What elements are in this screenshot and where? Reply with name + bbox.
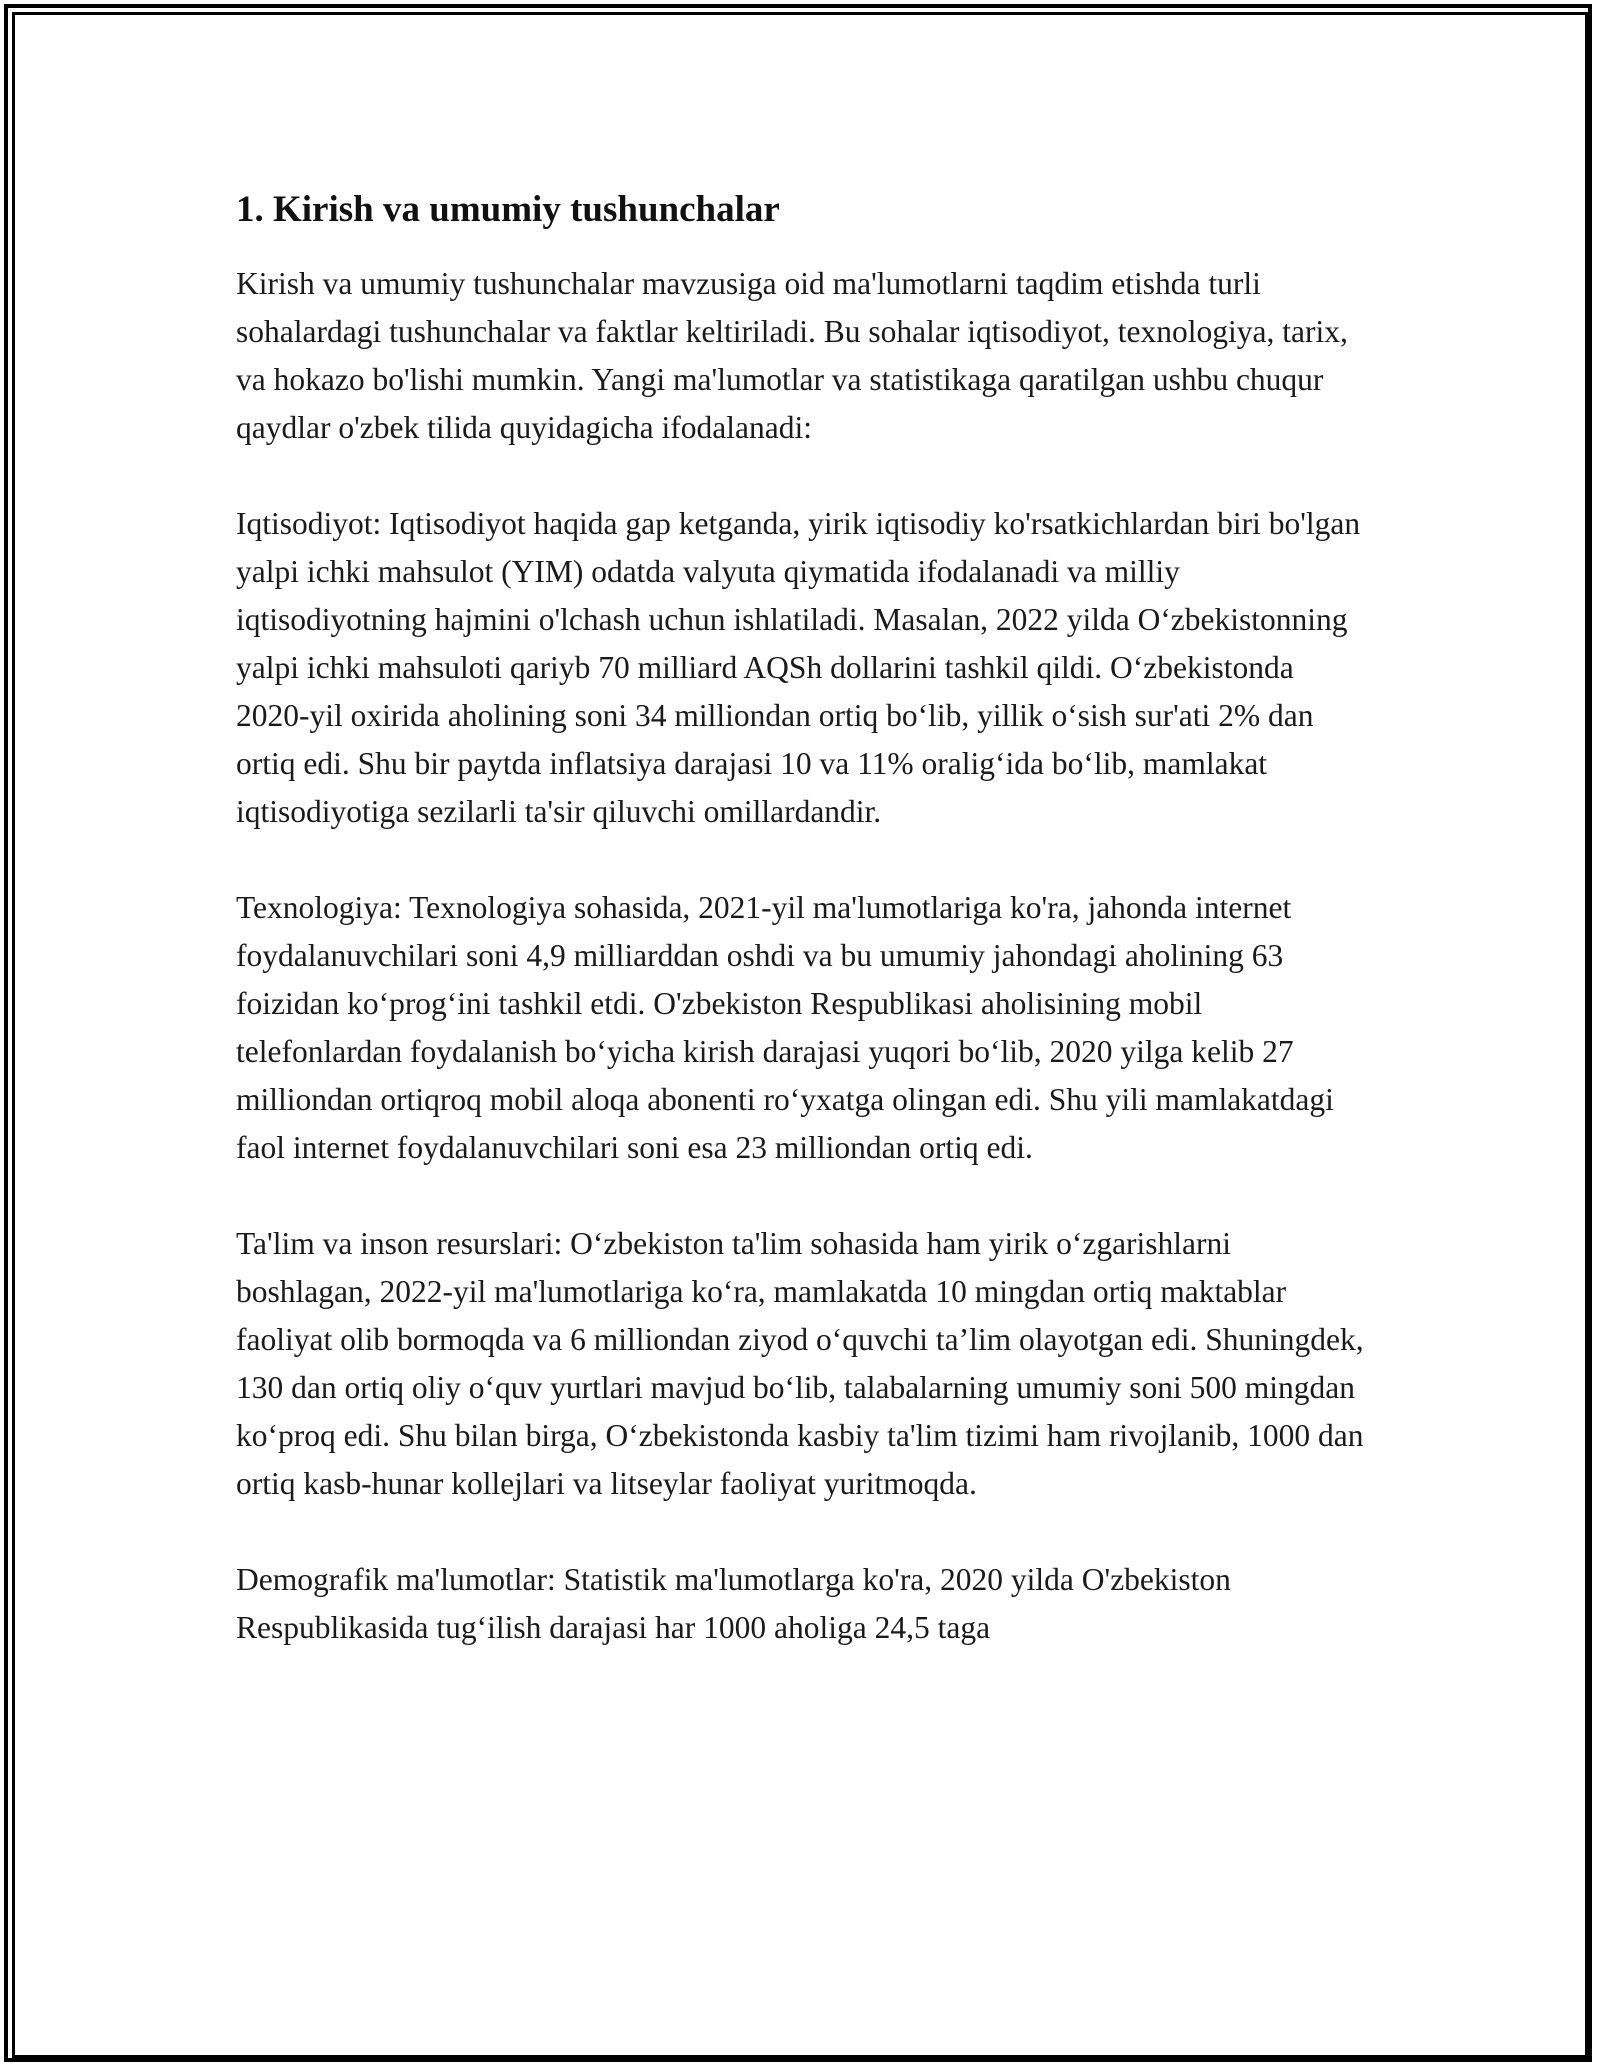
demographics-paragraph: Demografik ma'lumotlar: Statistik ma'lumotlarga ko'ra, 2020 yilda O'zbekiston Respublikasida tug‘ilish darajasi har 1000 aholiga 24,5 taga: [236, 1562, 1231, 1645]
technology-paragraph: Texnologiya: Texnologiya sohasida, 2021-yil ma'lumotlariga ko'ra, jahonda internet foydalanuvchilari soni 4,9 milliarddan oshdi va bu umumiy jahondagi aholining 63 foizidan ko‘prog‘ini tashkil etdi. O'zbekiston Respublikasi aholisining mobil telefonlardan foydalanish bo‘yicha kirish darajasi yuqori bo‘lib, 2020 yilga kelib 27 milliondan ortiqroq mobil aloqa abonenti ro‘yxatga olingan edi. Shu yili mamlakatdagi faol internet foydalanuvchilari soni esa 23 milliondan ortiq edi.: [236, 890, 1334, 1165]
education-paragraph: Ta'lim va inson resurslari: O‘zbekiston ta'lim sohasida ham yirik o‘zgarishlarni boshlagan, 2022-yil ma'lumotlariga ko‘ra, mamlakatda 10 mingdan ortiq maktablar faoliyat olib bormoqda va 6 milliondan ziyod o‘quvchi ta’lim olayotgan edi. Shuningdek, 130 dan ortiq oliy o‘quv yurtlari mavjud bo‘lib, talabalarning umumiy soni 500 mingdan ko‘proq edi. Shu bilan birga, O‘zbekistonda kasbiy ta'lim tizimi ham rivojlanib, 1000 dan ortiq kasb-hunar kollejlari va litseylar faoliyat yuritmoqda.: [236, 1226, 1364, 1501]
intro-paragraph: Kirish va umumiy tushunchalar mavzusiga oid ma'lumotlarni taqdim etishda turli sohalardagi tushunchalar va faktlar keltiriladi. Bu sohalar iqtisodiyot, texnologiya, tarix, va hokazo bo'lishi mumkin. Yangi ma'lumotlar va statistikaga qaratilgan ushbu chuqur qaydlar o'zbek tilida quyidagicha ifodalanadi:: [236, 266, 1348, 445]
document-body: [236, 186, 1366, 1700]
section-heading: 1. Kirish va umumiy tushunchalar: [236, 189, 780, 230]
economy-paragraph: Iqtisodiyot: Iqtisodiyot haqida gap ketganda, yirik iqtisodiy ko'rsatkichlardan biri bo'lgan yalpi ichki mahsulot (YIM) odatda valyuta qiymatida ifodalanadi va milliy iqtisodiyotning hajmini o'lchash uchun ishlatiladi. Masalan, 2022 yilda O‘zbekistonning yalpi ichki mahsuloti qariyb 70 milliard AQSh dollarini tashkil qildi. O‘zbekistonda 2020-yil oxirida aholining soni 34 milliondan ortiq bo‘lib, yillik o‘sish sur'ati 2% dan ortiq edi. Shu bir paytda inflatsiya darajasi 10 va 11% oralig‘ida bo‘lib, mamlakat iqtisodiyotiga sezilarli ta'sir qiluvchi omillardandir.: [236, 506, 1361, 829]
